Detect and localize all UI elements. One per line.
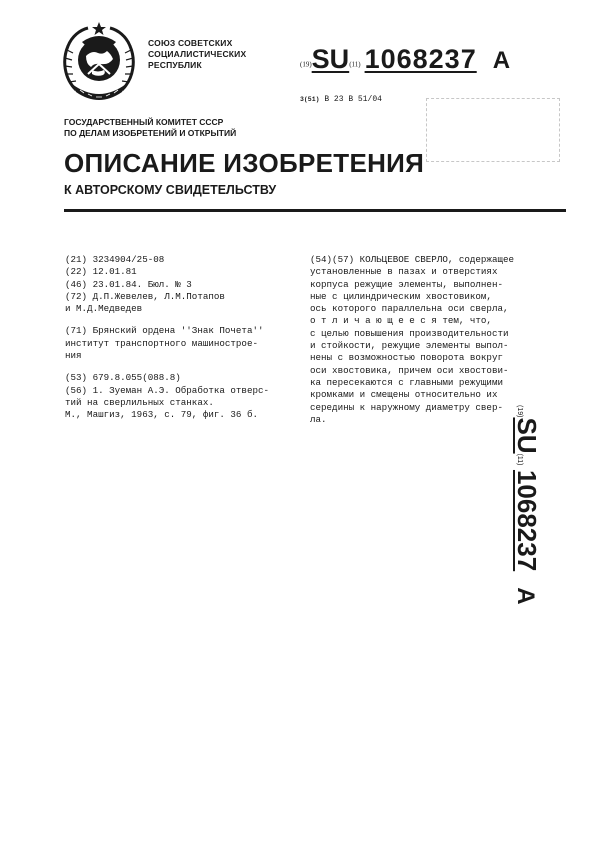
claim-line: ка пересекаются с главными режущими	[310, 376, 503, 388]
claim-line: ла.	[310, 413, 327, 425]
biblio-line: (21) 3234904/25-08	[65, 254, 165, 265]
biblio-line: тий на сверлильных станках.	[65, 396, 214, 408]
side-inid-code-11: (11)	[516, 453, 523, 466]
biblio-line: (71) Брянский ордена ''Знак Почета''	[65, 325, 264, 337]
side-kind-code: A	[512, 587, 539, 605]
document-subtitle: К АВТОРСКОМУ СВИДЕТЕЛЬСТВУ	[64, 183, 277, 197]
ipc-label: 3(51)	[300, 96, 320, 103]
ipc-classification	[300, 95, 382, 104]
country-line: РЕСПУБЛИК	[148, 60, 202, 70]
claim-line: корпуса режущие элементы, выполнен-	[310, 278, 503, 290]
state-emblem-icon	[62, 20, 136, 104]
patent-number: 1068237	[364, 44, 477, 74]
header-rule	[64, 209, 566, 212]
biblio-line: институт транспортного машинострое-	[65, 337, 258, 349]
country-line: СОЦИАЛИСТИЧЕСКИХ	[148, 49, 247, 59]
biblio-line: и М.Д.Медведев	[65, 303, 143, 315]
claim-line: середины к наружному диаметру свер-	[310, 401, 503, 413]
claim-line: (54)(57) КОЛЬЦЕВОЕ СВЕРЛО, содержащее	[310, 254, 514, 265]
claim-line: о т л и ч а ю щ е е с я тем, что,	[310, 315, 492, 327]
side-inid-code-19: (19)	[516, 405, 523, 418]
biblio-line: М., Машгиз, 1963, с. 79, фиг. 36 б.	[65, 409, 258, 421]
claim-line: с целью повышения производительности	[310, 327, 509, 339]
committee-line: ПО ДЕЛАМ ИЗОБРЕТЕНИЙ И ОТКРЫТИЙ	[64, 128, 237, 138]
claim-line: и стойкости, режущие элементы выпол-	[310, 340, 509, 352]
document-number	[300, 44, 510, 75]
claim-line: нены с возможностью поворота вокруг	[310, 352, 503, 364]
inid-code-19: (19)	[300, 60, 312, 69]
library-stamp	[426, 98, 560, 162]
country-name	[148, 38, 246, 71]
side-document-number	[512, 405, 562, 645]
country-code: SU	[311, 44, 350, 74]
biblio-line: (46) 23.01.84. Бюл. № 3	[65, 278, 192, 290]
side-patent-number: 1068237	[512, 469, 542, 572]
country-line: СОЮЗ СОВЕТСКИХ	[148, 38, 233, 48]
side-country-code: SU	[512, 417, 542, 454]
claim-column	[310, 254, 514, 426]
claim-line: установленные в пазах и отверстиях	[310, 266, 498, 278]
bibliographic-column	[65, 254, 269, 422]
claim-line: ось которого параллельна оси сверла,	[310, 303, 509, 315]
inid-code-11: (11)	[349, 60, 361, 69]
ipc-value: B 23 B 51/04	[324, 95, 382, 104]
claim-line: кромками и смещены относительно их	[310, 389, 498, 401]
kind-code: A	[492, 47, 511, 74]
biblio-line: (56) 1. Зуеман А.Э. Обработка отверс-	[65, 384, 269, 396]
committee-name	[64, 117, 236, 139]
biblio-line: ния	[65, 350, 82, 362]
biblio-line: (22) 12.01.81	[65, 266, 137, 278]
document-title: ОПИСАНИЕ ИЗОБРЕТЕНИЯ	[64, 148, 425, 178]
committee-line: ГОСУДАРСТВЕННЫЙ КОМИТЕТ СССР	[64, 117, 224, 127]
biblio-line: (72) Д.П.Жевелев, Л.М.Потапов	[65, 290, 225, 302]
claim-line: ные с цилиндрическим хвостовиком,	[310, 290, 492, 302]
claim-line: оси хвостовика, причем оси хвостови-	[310, 364, 509, 376]
biblio-line: (53) 679.8.055(088.8)	[65, 372, 181, 384]
